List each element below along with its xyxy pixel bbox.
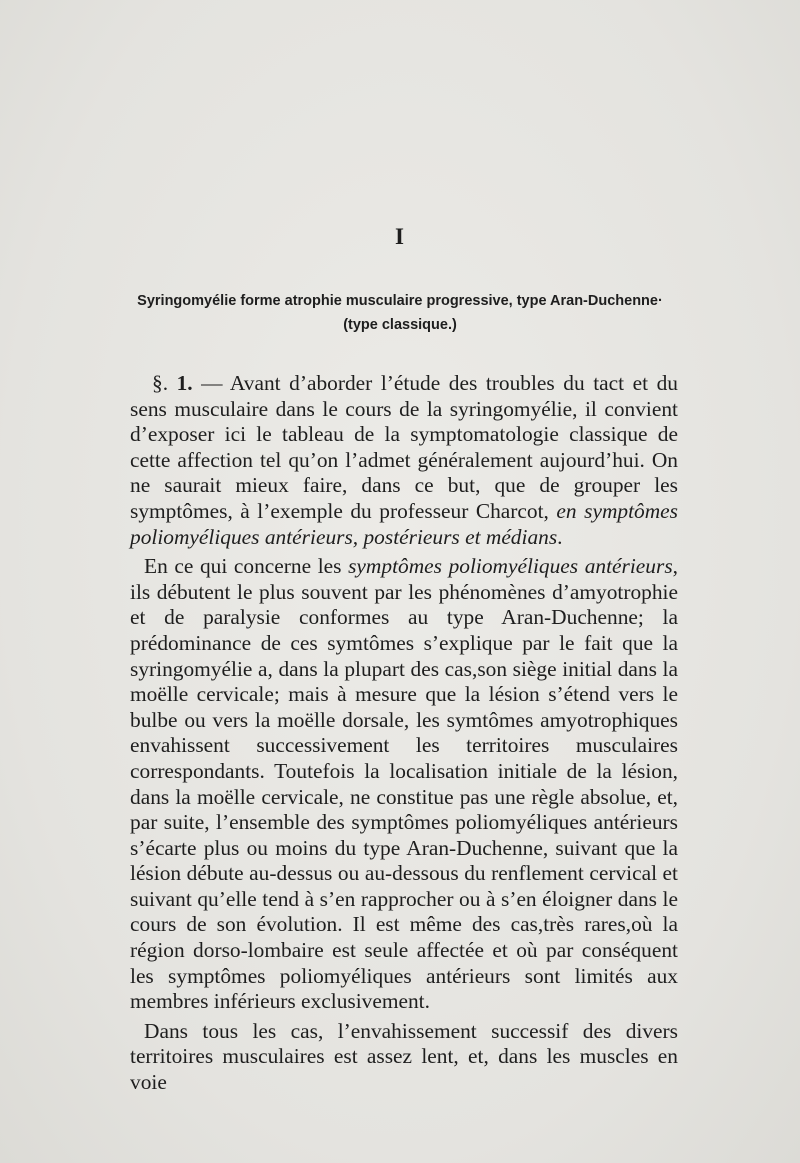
section-heading-line1: Syringomyélie forme atrophie musculaire progressive, type Aran-Duchenne· xyxy=(137,293,663,309)
paragraph-1-italic: en symptômes poliomyéliques antérieurs, postérieurs et médians xyxy=(130,498,678,549)
section-mark: §. xyxy=(152,371,169,395)
body-text xyxy=(130,371,678,1096)
section-heading xyxy=(60,289,740,337)
paragraph-3: Dans tous les cas, l’envahissement successif des divers territoires musculaires est assez lent, et, dans les muscles en voie xyxy=(130,1018,678,1095)
section-heading-line2: (type classique.) xyxy=(343,317,457,333)
section-number: 1. xyxy=(176,371,193,395)
paragraph-2-text-b: , ils débutent le plus souvent par les phénomènes d’amyotrophie et de paralysie conformes au type Aran-Duchenne; la prédominance de ces symtômes s’explique par le fait que la syringomyélie a, dans la plupart des cas,son siège initial dans la moëlle cervicale; mais à mesure que la lésion s’étend vers le bulbe ou vers la moëlle dorsale, les symtômes amyotrophiques envahissent successivement les territoires musculaires correspondants. Toutefois la localisation initiale de la lésion, dans la moëlle cervicale, ne constitue pas une règle absolue, et, par suite, l’ensemble des symptômes poliomyéliques antérieurs s’écarte plus ou moins du type Aran-Duchenne, suivant que la lésion débute au-dessus ou au-dessous du renflement cervical et suivant qu’elle tend à s’en rapprocher ou à s’en éloigner dans le cours de son évolution. Il est même des cas,très rares,où la région dorso-lombaire est seule affectée et où par conséquent les symptômes poliomyéliques antérieurs sont limités aux membres inférieurs exclusivement. xyxy=(130,554,678,1014)
bleed-through-shadow xyxy=(130,120,690,145)
paragraph-2-italic: symptômes poliomyéliques antérieurs xyxy=(348,554,673,579)
paragraph-1 xyxy=(130,371,678,550)
chapter-numeral: I xyxy=(395,224,405,249)
paragraph-1-text-a: — Avant d’aborder l’étude des troubles du tact et du sens musculaire dans le cours de la syringomyélie, il convient d’exposer ici le tableau de la symptomatologie classique de cette affection tel qu’on l’admet généralement aujourd’hui. On ne saurait mieux faire, dans ce but, que de grouper les symptômes, à l’exemple du professeur Charcot, xyxy=(130,371,678,523)
paragraph-2 xyxy=(130,554,678,1015)
paragraph-2-text-a: En ce qui concerne les xyxy=(144,554,349,579)
paragraph-1-text-b: . xyxy=(557,524,563,549)
